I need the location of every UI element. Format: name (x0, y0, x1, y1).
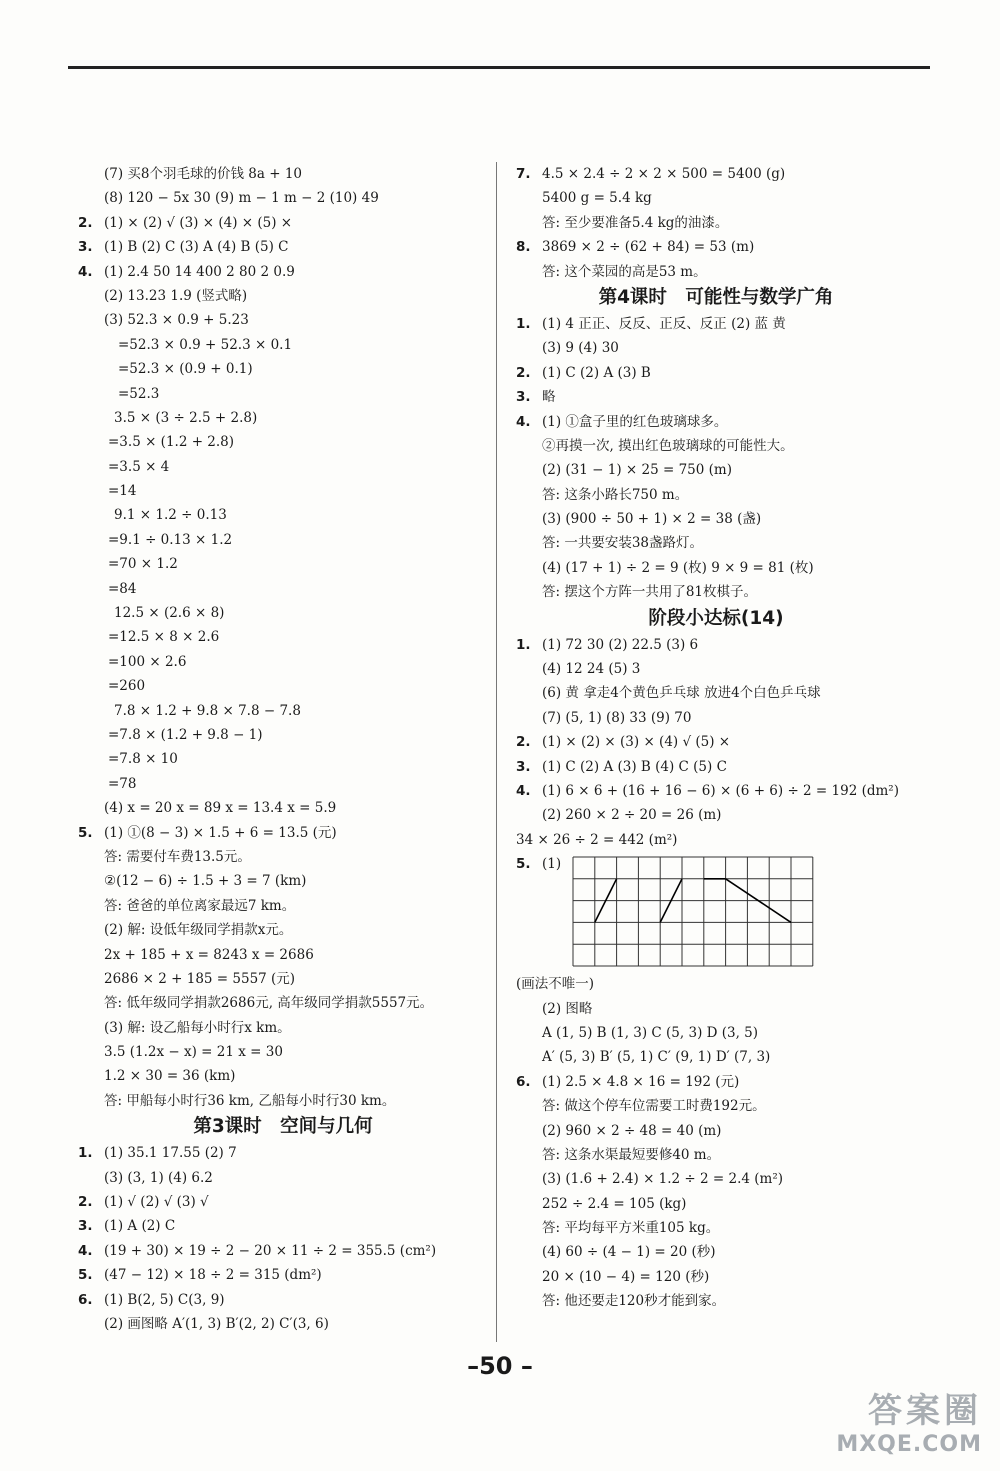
answer-line (78, 1089, 488, 1113)
section-heading: 第3课时 空间与几何 (193, 1116, 373, 1138)
answer-text: 答: 至少要准备5.4 kg的油漆。 (542, 214, 729, 231)
answer-text: (1) 2.4 50 14 400 2 80 2 0.9 (104, 263, 295, 280)
answer-text: (2) (31 − 1) × 25 = 750 (m) (542, 462, 732, 479)
answer-text: (3) 9 (4) 30 (542, 340, 619, 357)
answer-line (516, 633, 916, 657)
answer-line (78, 796, 488, 820)
answer-line (78, 284, 488, 308)
answer-text: 答: 这个菜园的高是53 m。 (542, 263, 707, 280)
answer-line (78, 430, 488, 454)
question-number: 4. (78, 1242, 93, 1259)
answer-line (78, 1166, 488, 1190)
answer-line (516, 706, 916, 730)
question-number: 3. (516, 389, 531, 406)
answer-line (78, 1214, 488, 1238)
answer-line (78, 186, 488, 210)
answer-line (78, 869, 488, 893)
answer-text: (47 − 12) × 18 ÷ 2 = 315 (dm²) (104, 1267, 322, 1284)
answer-text: =52.3 (118, 385, 160, 402)
question-number: 5. (516, 856, 531, 873)
answer-text: (2) 画图略 A′(1, 3) B′(2, 2) C′(3, 6) (104, 1315, 329, 1332)
answer-line (78, 235, 488, 259)
answer-text: 答: 做这个停车位需要工时费192元。 (542, 1098, 766, 1115)
answer-text: (3) (3, 1) (4) 6.2 (104, 1169, 213, 1186)
answer-line (516, 1289, 916, 1313)
page-number: –50 – (467, 1352, 533, 1380)
answer-line (516, 458, 916, 482)
answer-line (516, 681, 916, 705)
answer-line (516, 1216, 916, 1240)
answer-line (78, 601, 488, 625)
answer-line (516, 410, 916, 434)
answer-text: =3.5 × (1.2 + 2.8) (108, 434, 235, 451)
answer-text: (1) B (2) C (3) A (4) B (5) C (104, 239, 289, 256)
answer-line (78, 211, 488, 235)
answer-line (78, 772, 488, 796)
answer-line (78, 406, 488, 430)
right-column (516, 162, 916, 1314)
answer-line (516, 1192, 916, 1216)
answer-line (78, 1312, 488, 1336)
answer-line (516, 730, 916, 754)
answer-text: =12.5 × 8 × 2.6 (108, 629, 220, 646)
answer-text: (2) 解: 设低年级同学捐款x元。 (104, 922, 293, 939)
answer-line (78, 162, 488, 186)
answer-text: =70 × 1.2 (108, 556, 178, 573)
answer-line (78, 747, 488, 771)
answer-line (78, 382, 488, 406)
answer-line (78, 943, 488, 967)
top-rule (68, 66, 930, 69)
answer-text: (1) 2.5 × 4.8 × 16 = 192 (元) (542, 1073, 740, 1090)
answer-line (516, 211, 916, 235)
question-number: 6. (516, 1073, 531, 1090)
answer-line (78, 1064, 488, 1088)
answer-text: (4) 12 24 (5) 3 (542, 661, 641, 678)
answer-text: 答: 低年级同学捐款2686元, 高年级同学捐款5557元。 (104, 995, 434, 1012)
answer-text: (2) 260 × 2 ÷ 20 = 26 (m) (542, 807, 722, 824)
question-number: 1. (516, 636, 531, 653)
answer-line (78, 1190, 488, 1214)
answer-line (516, 361, 916, 385)
answer-text: =100 × 2.6 (108, 653, 187, 670)
answer-line (516, 1094, 916, 1118)
watermark-logo-text: 答案圈 (868, 1391, 982, 1431)
answer-text: =3.5 × 4 (108, 458, 170, 475)
question-number: 8. (516, 239, 531, 256)
column-divider (496, 162, 497, 1342)
answer-text: 3.5 (1.2x − x) = 21 x = 30 (104, 1044, 283, 1061)
answer-line (516, 1265, 916, 1289)
answer-line (516, 1167, 916, 1191)
question-number: 3. (78, 1218, 93, 1235)
answer-text: 答: 这条小路长750 m。 (542, 486, 689, 503)
answer-text: 4.5 × 2.4 ÷ 2 × 2 × 500 = 5400 (g) (542, 166, 786, 182)
answer-line (516, 186, 916, 210)
answer-line (516, 828, 916, 852)
answer-text: 答: 一共要安装38盏路灯。 (542, 535, 704, 552)
question-number: 4. (78, 263, 93, 280)
answer-line (516, 1143, 916, 1167)
answer-line (516, 1240, 916, 1264)
answer-line (78, 845, 488, 869)
answer-line (78, 333, 488, 357)
answer-line (78, 455, 488, 479)
answer-text: =14 (108, 483, 137, 500)
answer-text: 答: 这条水渠最短要修40 m。 (542, 1146, 721, 1163)
answer-text: (1) ①(8 − 3) × 1.5 + 6 = 13.5 (元) (104, 824, 337, 841)
answer-text: (1) B(2, 5) C(3, 9) (104, 1291, 225, 1308)
question-number: 2. (78, 214, 93, 231)
answer-text: (画法不唯一) (516, 976, 595, 993)
answer-text: 20 × (10 − 4) = 120 (秒) (542, 1268, 710, 1285)
answer-text: (1) × (2) × (3) × (4) √ (5) × (542, 734, 731, 751)
answer-text: (1) ①盒子里的红色玻璃球多。 (542, 413, 728, 430)
answer-text: (2) 960 × 2 ÷ 48 = 40 (m) (542, 1122, 722, 1139)
answer-line (516, 779, 916, 803)
answer-line (78, 1016, 488, 1040)
answer-text: (1) C (2) A (3) B (542, 364, 651, 381)
answer-line (78, 699, 488, 723)
question-number: 3. (78, 239, 93, 256)
answer-text: =7.8 × 10 (108, 751, 178, 768)
question-number: 1. (78, 1145, 93, 1162)
answer-line (78, 503, 488, 527)
answer-line (78, 674, 488, 698)
answer-line (516, 235, 916, 259)
answer-text: 1.2 × 30 = 36 (km) (104, 1068, 236, 1085)
answer-line (516, 755, 916, 779)
answer-line (78, 308, 488, 332)
answer-line (78, 479, 488, 503)
answer-text: A (1, 5) B (1, 3) C (5, 3) D (3, 5) (542, 1024, 759, 1041)
answer-text: =260 (108, 678, 146, 695)
answer-text: =52.3 × 0.9 + 52.3 × 0.1 (118, 336, 293, 353)
answer-text: 12.5 × (2.6 × 8) (114, 605, 225, 622)
answer-text: (1) 72 30 (2) 22.5 (3) 6 (542, 636, 699, 653)
answer-text: (3) (1.6 + 2.4) × 1.2 ÷ 2 = 2.4 (m²) (542, 1171, 784, 1188)
left-column (78, 162, 488, 1336)
question-number: 6. (78, 1291, 93, 1308)
answer-line (78, 991, 488, 1015)
answer-text: 2x + 185 + x = 8243 x = 2686 (104, 946, 314, 963)
answer-text: 3869 × 2 ÷ (62 + 84) = 53 (m) (542, 239, 755, 256)
answer-text: 答: 摆这个方阵一共用了81枚棋子。 (542, 584, 758, 601)
answer-text: ②再摸一次, 摸出红色玻璃球的可能性大。 (542, 437, 794, 454)
answer-line (78, 260, 488, 284)
answer-text: 252 ÷ 2.4 = 105 (kg) (542, 1195, 687, 1212)
answer-line (78, 1141, 488, 1165)
watermark-url: MXQE.COM (836, 1432, 982, 1457)
answer-text: (2) 图略 (542, 1000, 593, 1017)
question-number: 5. (78, 824, 93, 841)
question-number: 4. (516, 782, 531, 799)
answer-text: (8) 120 − 5x 30 (9) m − 1 m − 2 (10) 49 (104, 190, 379, 207)
answer-line (78, 894, 488, 918)
answer-text: (3) (900 ÷ 50 + 1) × 2 = 38 (盏) (542, 511, 762, 528)
answer-line (516, 336, 916, 360)
answer-line (78, 1263, 488, 1287)
answer-line (78, 918, 488, 942)
answer-text: 答: 需要付车费13.5元。 (104, 848, 251, 865)
answer-text: ②(12 − 6) ÷ 1.5 + 3 = 7 (km) (104, 873, 307, 890)
answer-line (78, 650, 488, 674)
answer-line (78, 528, 488, 552)
answer-text: 2686 × 2 + 185 = 5557 (元) (104, 970, 296, 987)
answer-line (516, 507, 916, 531)
answer-text: (1) √ (2) √ (3) √ (104, 1194, 209, 1211)
coordinate-grid (572, 856, 814, 967)
answer-line (516, 657, 916, 681)
answer-text: 34 × 26 ÷ 2 = 442 (m²) (516, 831, 678, 848)
answer-text: (1) × (2) √ (3) × (4) × (5) × (104, 214, 293, 231)
answer-text: (1) A (2) C (104, 1218, 176, 1235)
answer-line (78, 1040, 488, 1064)
answer-text: (1) C (2) A (3) B (4) C (5) C (542, 758, 727, 775)
answer-text: (1) 4 正正、反反、正反、反正 (2) 蓝 黄 (542, 315, 786, 332)
answer-line (516, 260, 916, 284)
answer-text: 5400 g = 5.4 kg (542, 190, 652, 207)
answer-line (78, 577, 488, 601)
answer-line (516, 580, 916, 604)
answer-text: (3) 52.3 × 0.9 + 5.23 (104, 312, 249, 329)
answer-line (78, 1288, 488, 1312)
question-number: 5. (78, 1267, 93, 1284)
section-heading: 阶段小达标(14) (648, 607, 784, 629)
answer-text: (2) 13.23 1.9 (竖式略) (104, 287, 248, 304)
answer-text: (4) x = 20 x = 89 x = 13.4 x = 5.9 (104, 800, 337, 817)
answer-text: =84 (108, 580, 137, 597)
question-number: 2. (516, 734, 531, 751)
answer-text: (4) (17 + 1) ÷ 2 = 9 (枚) 9 × 9 = 81 (枚) (542, 559, 814, 576)
answer-line (516, 997, 916, 1021)
grid-answer (516, 852, 916, 972)
answer-text: (7) 买8个羽毛球的价钱 8a + 10 (104, 166, 303, 182)
answer-line (516, 434, 916, 458)
answer-line (516, 972, 916, 996)
answer-line (516, 531, 916, 555)
answer-line (516, 162, 916, 186)
answer-text: 答: 甲船每小时行36 km, 乙船每小时行30 km。 (104, 1092, 396, 1109)
answer-line (516, 1045, 916, 1069)
answer-line (78, 552, 488, 576)
answer-line (516, 1119, 916, 1143)
answer-text: (1) 6 × 6 + (16 + 16 − 6) × (6 + 6) ÷ 2 = 192 (dm²) (542, 782, 899, 799)
answer-text: =52.3 × (0.9 + 0.1) (118, 361, 253, 378)
answer-line (516, 556, 916, 580)
answer-text: 3.5 × (3 ÷ 2.5 + 2.8) (114, 409, 258, 426)
question-number: 2. (516, 364, 531, 381)
answer-line (516, 1021, 916, 1045)
question-number: 1. (516, 315, 531, 332)
answer-text: 9.1 × 1.2 ÷ 0.13 (114, 507, 227, 524)
answer-text: (4) 60 ÷ (4 − 1) = 20 (秒) (542, 1244, 716, 1261)
question-number: 3. (516, 758, 531, 775)
answer-line (516, 1070, 916, 1094)
answer-text: A′ (5, 3) B′ (5, 1) C′ (9, 1) D′ (7, 3) (542, 1049, 771, 1066)
answer-line (516, 312, 916, 336)
answer-line (516, 803, 916, 827)
answer-text: =78 (108, 775, 137, 792)
answer-text: =7.8 × (1.2 + 9.8 − 1) (108, 726, 263, 743)
answer-line (516, 483, 916, 507)
answer-text: (1) 35.1 17.55 (2) 7 (104, 1145, 237, 1162)
question-number: 7. (516, 166, 531, 182)
answer-text: 答: 平均每平方米重105 kg。 (542, 1220, 720, 1237)
answer-line (78, 967, 488, 991)
section-heading: 第4课时 可能性与数学广角 (598, 286, 834, 308)
answer-text: 答: 他还要走120秒才能到家。 (542, 1293, 726, 1310)
answer-text: (19 + 30) × 19 ÷ 2 − 20 × 11 ÷ 2 = 355.5 (cm²) (104, 1242, 437, 1259)
answer-text: =9.1 ÷ 0.13 × 1.2 (108, 531, 233, 548)
answer-text: (6) 黄 拿走4个黄色乒乓球 放进4个白色乒乓球 (542, 685, 821, 702)
answer-text: (7) (5, 1) (8) 33 (9) 70 (542, 709, 692, 726)
answer-line (78, 357, 488, 381)
answer-text: 答: 爸爸的单位离家最远7 km。 (104, 897, 296, 914)
answer-line (78, 625, 488, 649)
answer-line (78, 821, 488, 845)
answer-line (516, 385, 916, 409)
question-number: 4. (516, 413, 531, 430)
answer-text: 略 (542, 389, 556, 406)
question-number: 2. (78, 1194, 93, 1211)
answer-line (78, 1239, 488, 1263)
answer-text: (1) (542, 856, 562, 873)
answer-text: (3) 解: 设乙船每小时行x km。 (104, 1019, 291, 1036)
answer-line (78, 723, 488, 747)
site-watermark (836, 1383, 982, 1457)
answer-text: 7.8 × 1.2 + 9.8 × 7.8 − 7.8 (114, 702, 301, 719)
